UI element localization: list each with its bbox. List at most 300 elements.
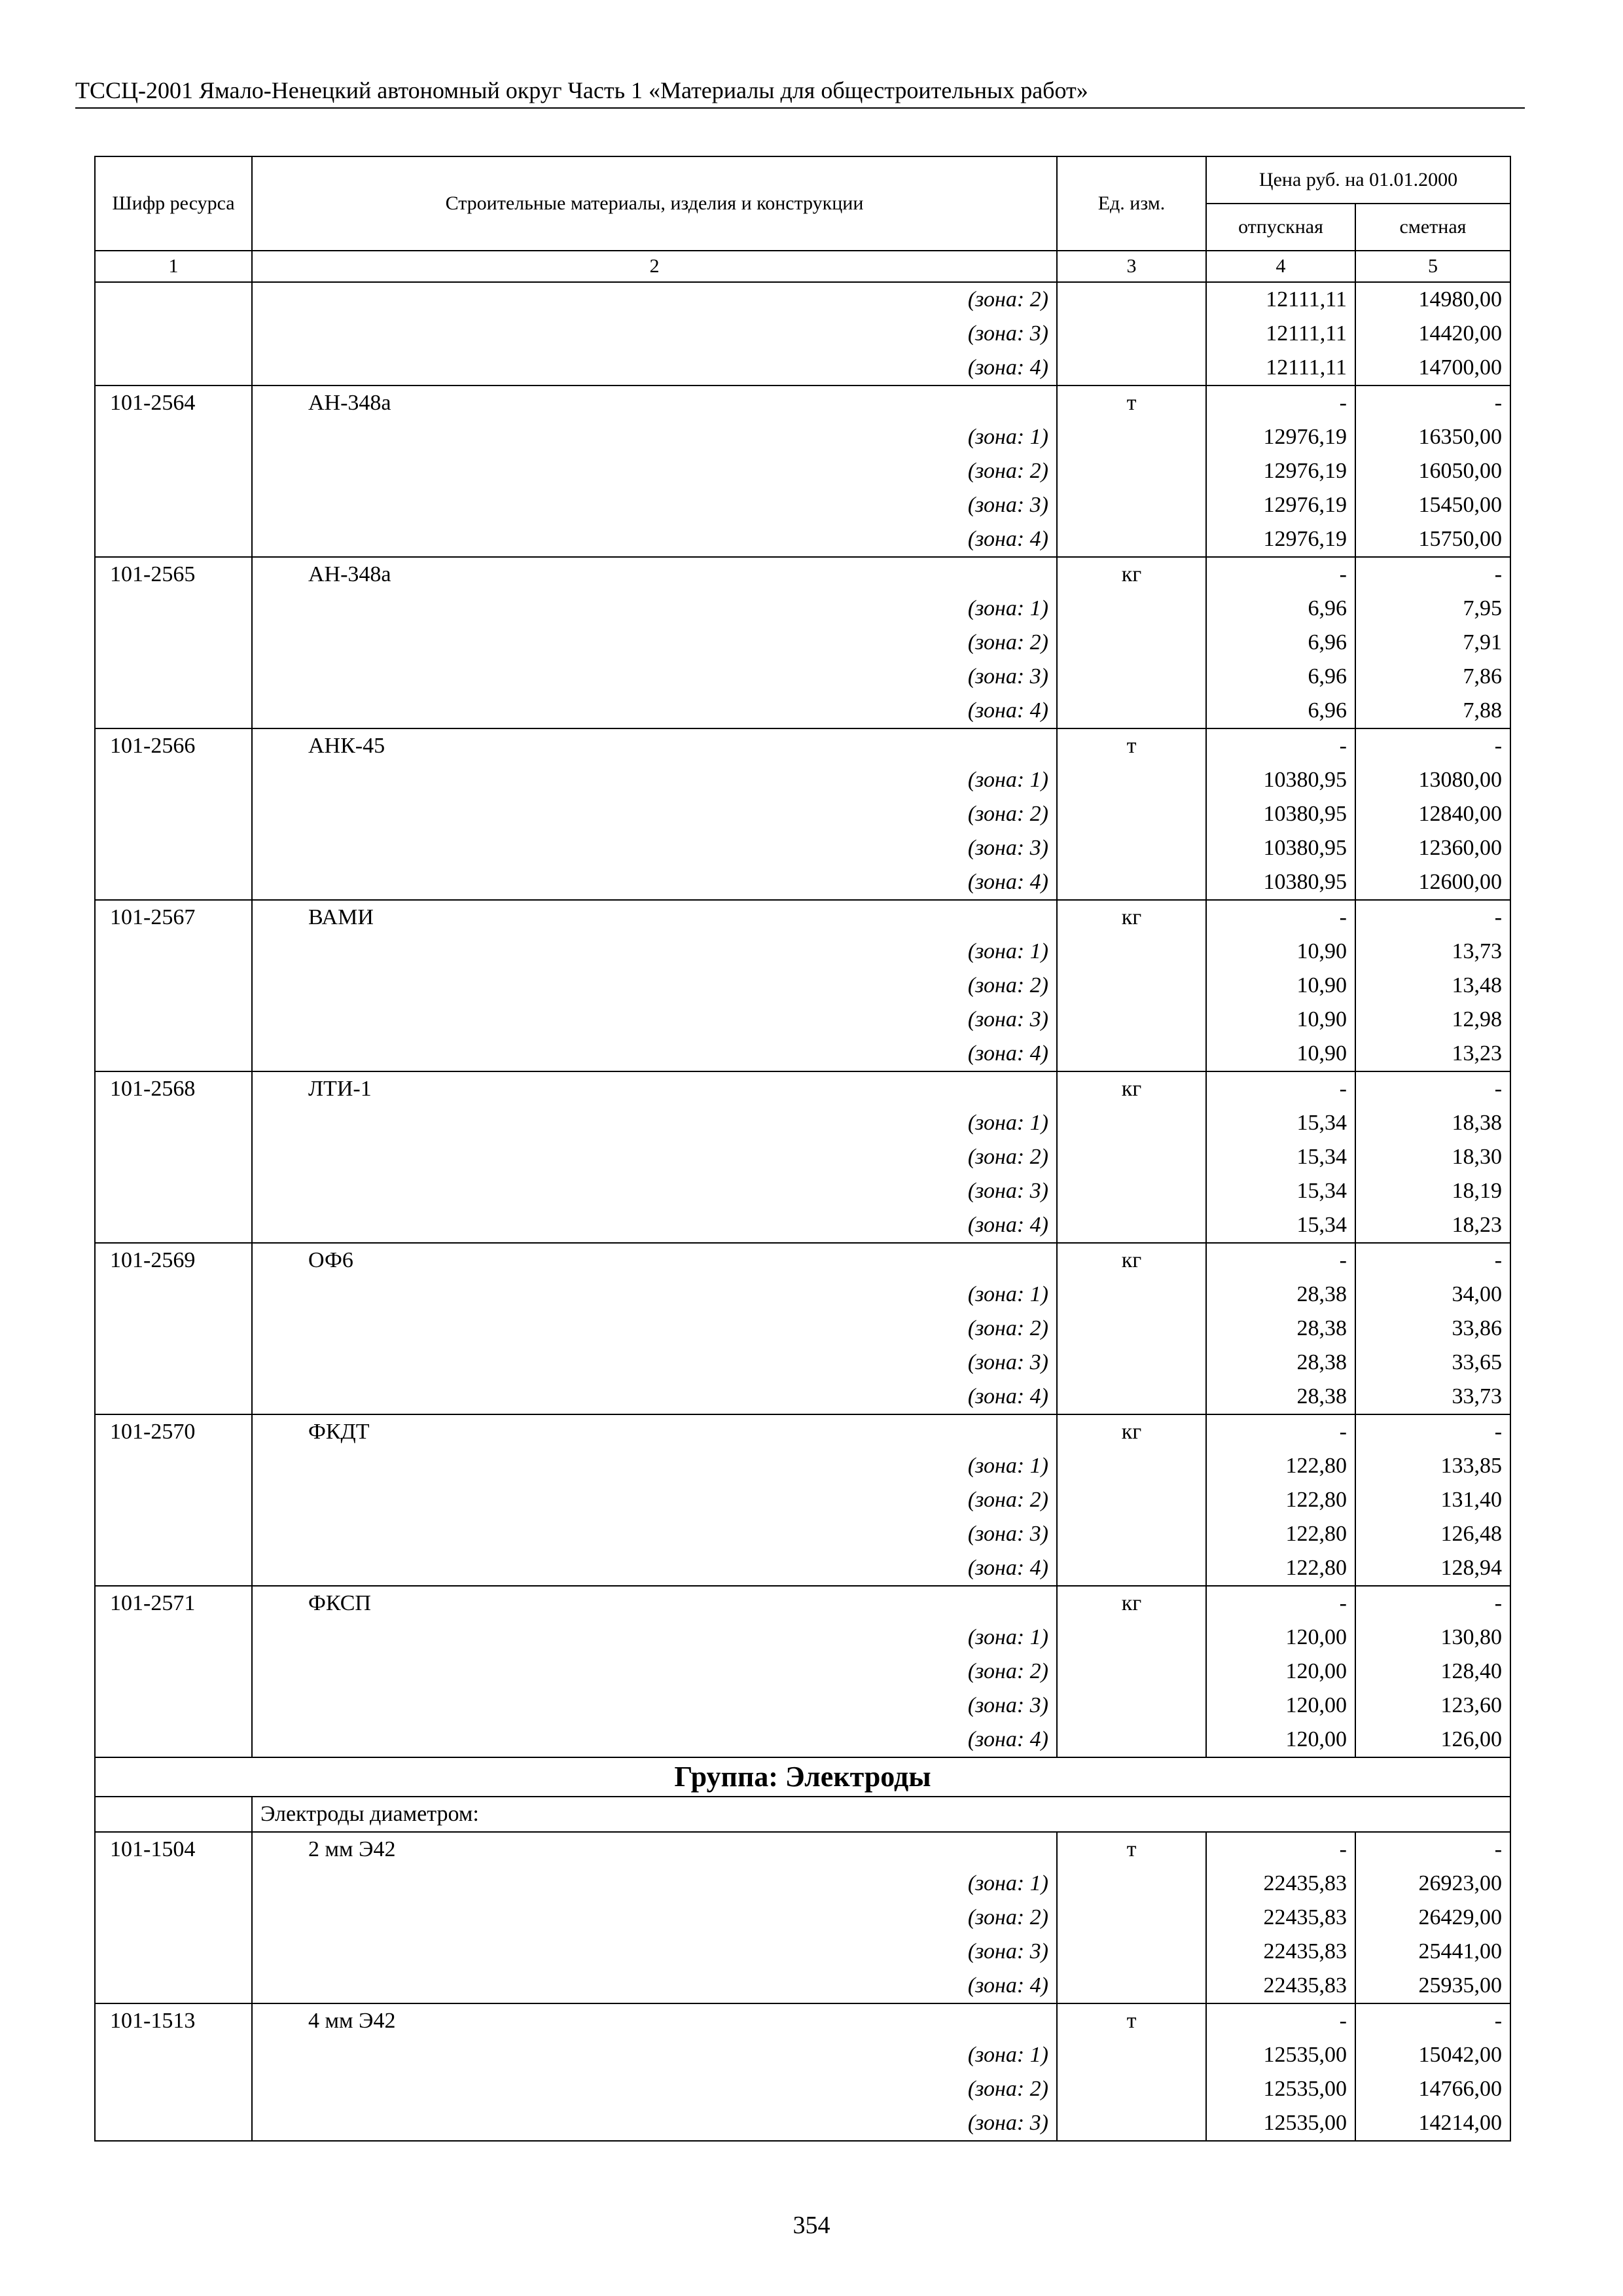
zone-row	[95, 935, 1510, 969]
material-name: ФКСП	[252, 1586, 1057, 1621]
estimate-price: 14980,00	[1355, 282, 1510, 317]
zone-row	[95, 1037, 1510, 1071]
estimate-price: 13,48	[1355, 969, 1510, 1003]
estimate-price: 18,23	[1355, 1208, 1510, 1243]
release-price: -	[1206, 1243, 1355, 1278]
zone-row	[95, 1278, 1510, 1312]
release-price: 6,96	[1206, 694, 1355, 728]
resource-code: 101-2567	[95, 900, 252, 935]
zone-row	[95, 1346, 1510, 1380]
resource-code: 101-2571	[95, 1586, 252, 1621]
zone-label: (зона: 1)	[252, 1449, 1057, 1483]
material-name: ЛТИ-1	[252, 1071, 1057, 1106]
unit-cell	[1057, 2106, 1206, 2141]
estimate-price: 7,91	[1355, 626, 1510, 660]
estimate-price: -	[1355, 386, 1510, 420]
zone-row	[95, 282, 1510, 317]
zone-label: (зона: 1)	[252, 935, 1057, 969]
column-number: 4	[1206, 251, 1355, 282]
header-release: отпускная	[1206, 204, 1355, 251]
zone-label: (зона: 4)	[252, 1723, 1057, 1757]
release-price: -	[1206, 386, 1355, 420]
zone-row	[95, 1449, 1510, 1483]
unit-cell	[1057, 1655, 1206, 1689]
zone-row	[95, 1901, 1510, 1935]
zone-row	[95, 454, 1510, 488]
unit-cell	[1057, 2038, 1206, 2072]
estimate-price: 7,86	[1355, 660, 1510, 694]
resource-code: 101-2564	[95, 386, 252, 420]
unit-cell	[1057, 1208, 1206, 1243]
estimate-price: -	[1355, 1071, 1510, 1106]
unit-cell	[1057, 351, 1206, 386]
zone-row	[95, 1655, 1510, 1689]
zone-label: (зона: 3)	[252, 1935, 1057, 1969]
estimate-price: 25935,00	[1355, 1969, 1510, 2003]
column-number: 1	[95, 251, 252, 282]
estimate-price: 7,88	[1355, 694, 1510, 728]
unit-cell	[1057, 935, 1206, 969]
unit-cell	[1057, 1621, 1206, 1655]
release-price: 15,34	[1206, 1174, 1355, 1208]
unit-cell	[1057, 454, 1206, 488]
release-price: 10,90	[1206, 1037, 1355, 1071]
header-price-group: Цена руб. на 01.01.2000	[1206, 156, 1510, 204]
unit-cell	[1057, 1449, 1206, 1483]
unit-cell: кг	[1057, 1586, 1206, 1621]
unit-cell: кг	[1057, 1243, 1206, 1278]
code-cell	[95, 1312, 252, 1346]
code-cell	[95, 626, 252, 660]
zone-label: (зона: 2)	[252, 1312, 1057, 1346]
table-row	[95, 1586, 1510, 1621]
estimate-price: 16350,00	[1355, 420, 1510, 454]
estimate-price: 25441,00	[1355, 1935, 1510, 1969]
unit-cell: т	[1057, 2003, 1206, 2038]
zone-label: (зона: 4)	[252, 522, 1057, 557]
estimate-price: 33,65	[1355, 1346, 1510, 1380]
code-cell	[95, 1797, 252, 1832]
zone-row	[95, 488, 1510, 522]
zone-row	[95, 1003, 1510, 1037]
code-cell	[95, 592, 252, 626]
release-price: -	[1206, 1832, 1355, 1867]
zone-row	[95, 351, 1510, 386]
unit-cell: кг	[1057, 557, 1206, 592]
material-name: АН-348а	[252, 557, 1057, 592]
zone-label: (зона: 4)	[252, 1037, 1057, 1071]
unit-cell	[1057, 317, 1206, 351]
code-cell	[95, 522, 252, 557]
release-price: -	[1206, 1071, 1355, 1106]
unit-cell	[1057, 626, 1206, 660]
code-cell	[95, 660, 252, 694]
table-row	[95, 1071, 1510, 1106]
release-price: 10380,95	[1206, 797, 1355, 831]
zone-row	[95, 831, 1510, 865]
release-price: 120,00	[1206, 1689, 1355, 1723]
table-body	[95, 282, 1510, 2141]
unit-cell	[1057, 660, 1206, 694]
estimate-price: 12600,00	[1355, 865, 1510, 900]
material-name: ОФ6	[252, 1243, 1057, 1278]
code-cell	[95, 763, 252, 797]
unit-cell	[1057, 1140, 1206, 1174]
material-name: ВАМИ	[252, 900, 1057, 935]
estimate-price: 18,19	[1355, 1174, 1510, 1208]
zone-row	[95, 1517, 1510, 1551]
unit-cell: кг	[1057, 1414, 1206, 1449]
code-cell	[95, 694, 252, 728]
subheading-label: Электроды диаметром:	[252, 1797, 1510, 1832]
code-cell	[95, 488, 252, 522]
zone-row	[95, 317, 1510, 351]
code-cell	[95, 1655, 252, 1689]
material-name: АНК-45	[252, 728, 1057, 763]
estimate-price: -	[1355, 1586, 1510, 1621]
zone-row	[95, 660, 1510, 694]
estimate-price: 14766,00	[1355, 2072, 1510, 2106]
code-cell	[95, 420, 252, 454]
zone-label: (зона: 2)	[252, 1901, 1057, 1935]
zone-row	[95, 1312, 1510, 1346]
release-price: 15,34	[1206, 1106, 1355, 1140]
zone-label: (зона: 1)	[252, 1106, 1057, 1140]
zone-label: (зона: 2)	[252, 1140, 1057, 1174]
code-cell	[95, 797, 252, 831]
unit-cell	[1057, 420, 1206, 454]
estimate-price: 126,48	[1355, 1517, 1510, 1551]
unit-cell	[1057, 1969, 1206, 2003]
release-price: 22435,83	[1206, 1901, 1355, 1935]
zone-row	[95, 1551, 1510, 1586]
unit-cell	[1057, 1723, 1206, 1757]
estimate-price: 16050,00	[1355, 454, 1510, 488]
unit-cell	[1057, 969, 1206, 1003]
release-price: -	[1206, 557, 1355, 592]
zone-label: (зона: 3)	[252, 1689, 1057, 1723]
material-name: АН-348а	[252, 386, 1057, 420]
release-price: 122,80	[1206, 1517, 1355, 1551]
zone-row	[95, 1969, 1510, 2003]
zone-label: (зона: 4)	[252, 1551, 1057, 1586]
estimate-price: -	[1355, 900, 1510, 935]
code-cell	[95, 454, 252, 488]
code-cell	[95, 1689, 252, 1723]
estimate-price: -	[1355, 1832, 1510, 1867]
zone-label: (зона: 4)	[252, 865, 1057, 900]
zone-row	[95, 1867, 1510, 1901]
zone-label: (зона: 4)	[252, 1208, 1057, 1243]
unit-cell	[1057, 1380, 1206, 1414]
estimate-price: 15450,00	[1355, 488, 1510, 522]
release-price: 122,80	[1206, 1449, 1355, 1483]
code-cell	[95, 865, 252, 900]
estimate-price: 128,40	[1355, 1655, 1510, 1689]
estimate-price: 13,73	[1355, 935, 1510, 969]
unit-cell	[1057, 1551, 1206, 1586]
unit-cell	[1057, 1517, 1206, 1551]
zone-label: (зона: 1)	[252, 2038, 1057, 2072]
unit-cell: т	[1057, 728, 1206, 763]
unit-cell	[1057, 1106, 1206, 1140]
table-row	[95, 2003, 1510, 2038]
code-cell	[95, 1449, 252, 1483]
code-cell	[95, 1935, 252, 1969]
zone-label: (зона: 3)	[252, 1003, 1057, 1037]
header-code: Шифр ресурса	[95, 156, 252, 251]
code-cell	[95, 1106, 252, 1140]
estimate-price: 18,30	[1355, 1140, 1510, 1174]
release-price: 22435,83	[1206, 1935, 1355, 1969]
zone-label: (зона: 1)	[252, 1867, 1057, 1901]
estimate-price: 123,60	[1355, 1689, 1510, 1723]
code-cell	[95, 1551, 252, 1586]
code-cell	[95, 351, 252, 386]
table-row	[95, 1414, 1510, 1449]
zone-row	[95, 1483, 1510, 1517]
zone-row	[95, 2038, 1510, 2072]
zone-row	[95, 1621, 1510, 1655]
estimate-price: -	[1355, 1414, 1510, 1449]
release-price: 10380,95	[1206, 865, 1355, 900]
estimate-price: 33,73	[1355, 1380, 1510, 1414]
code-cell	[95, 1003, 252, 1037]
code-cell	[95, 969, 252, 1003]
estimate-price: 13,23	[1355, 1037, 1510, 1071]
zone-label: (зона: 3)	[252, 1174, 1057, 1208]
zone-label: (зона: 3)	[252, 488, 1057, 522]
zone-row	[95, 420, 1510, 454]
zone-label: (зона: 3)	[252, 2106, 1057, 2141]
release-price: -	[1206, 900, 1355, 935]
release-price: 12535,00	[1206, 2038, 1355, 2072]
estimate-price: 26923,00	[1355, 1867, 1510, 1901]
release-price: 10380,95	[1206, 831, 1355, 865]
zone-label: (зона: 2)	[252, 454, 1057, 488]
zone-label: (зона: 1)	[252, 763, 1057, 797]
zone-label: (зона: 2)	[252, 2072, 1057, 2106]
estimate-price: 14214,00	[1355, 2106, 1510, 2141]
resource-code: 101-2569	[95, 1243, 252, 1278]
release-price: 12976,19	[1206, 420, 1355, 454]
code-cell	[95, 1969, 252, 2003]
zone-row	[95, 969, 1510, 1003]
zone-row	[95, 1174, 1510, 1208]
zone-row	[95, 522, 1510, 557]
unit-cell	[1057, 1346, 1206, 1380]
estimate-price: 126,00	[1355, 1723, 1510, 1757]
unit-cell	[1057, 694, 1206, 728]
release-price: 12976,19	[1206, 454, 1355, 488]
release-price: -	[1206, 1586, 1355, 1621]
zone-row	[95, 1935, 1510, 1969]
price-table	[94, 156, 1511, 2142]
code-cell	[95, 1174, 252, 1208]
zone-row	[95, 1140, 1510, 1174]
release-price: 28,38	[1206, 1312, 1355, 1346]
zone-label: (зона: 3)	[252, 831, 1057, 865]
release-price: 12111,11	[1206, 317, 1355, 351]
release-price: 122,80	[1206, 1483, 1355, 1517]
table-row	[95, 1243, 1510, 1278]
estimate-price: 26429,00	[1355, 1901, 1510, 1935]
zone-row	[95, 1689, 1510, 1723]
code-cell	[95, 2038, 252, 2072]
zone-label: (зона: 1)	[252, 420, 1057, 454]
release-price: 120,00	[1206, 1655, 1355, 1689]
zone-label: (зона: 4)	[252, 1969, 1057, 2003]
release-price: -	[1206, 1414, 1355, 1449]
code-cell	[95, 1346, 252, 1380]
estimate-price: 14700,00	[1355, 351, 1510, 386]
unit-cell	[1057, 1037, 1206, 1071]
zone-row	[95, 626, 1510, 660]
estimate-price: 7,95	[1355, 592, 1510, 626]
unit-cell: т	[1057, 1832, 1206, 1867]
unit-cell: кг	[1057, 1071, 1206, 1106]
release-price: 10,90	[1206, 969, 1355, 1003]
zone-label: (зона: 1)	[252, 1621, 1057, 1655]
release-price: 120,00	[1206, 1621, 1355, 1655]
code-cell	[95, 1140, 252, 1174]
release-price: 12111,11	[1206, 351, 1355, 386]
resource-code: 101-2570	[95, 1414, 252, 1449]
table-row	[95, 728, 1510, 763]
unit-cell	[1057, 763, 1206, 797]
code-cell	[95, 1278, 252, 1312]
estimate-price: 130,80	[1355, 1621, 1510, 1655]
release-price: 28,38	[1206, 1278, 1355, 1312]
estimate-price: 34,00	[1355, 1278, 1510, 1312]
zone-label: (зона: 1)	[252, 1278, 1057, 1312]
release-price: 12976,19	[1206, 488, 1355, 522]
release-price: 12535,00	[1206, 2072, 1355, 2106]
table-row	[95, 1832, 1510, 1867]
column-number: 2	[252, 251, 1057, 282]
material-name: 4 мм Э42	[252, 2003, 1057, 2038]
zone-row	[95, 797, 1510, 831]
release-price: 6,96	[1206, 660, 1355, 694]
code-cell	[95, 831, 252, 865]
zone-label: (зона: 2)	[252, 1655, 1057, 1689]
zone-row	[95, 1723, 1510, 1757]
subheading-row	[95, 1797, 1510, 1832]
unit-cell	[1057, 522, 1206, 557]
release-price: 22435,83	[1206, 1969, 1355, 2003]
zone-row	[95, 2106, 1510, 2141]
unit-cell	[1057, 1483, 1206, 1517]
zone-row	[95, 865, 1510, 900]
release-price: 15,34	[1206, 1208, 1355, 1243]
estimate-price: 15750,00	[1355, 522, 1510, 557]
unit-cell	[1057, 1312, 1206, 1346]
code-cell	[95, 1208, 252, 1243]
unit-cell	[1057, 1174, 1206, 1208]
release-price: 15,34	[1206, 1140, 1355, 1174]
release-price: -	[1206, 2003, 1355, 2038]
resource-code: 101-2566	[95, 728, 252, 763]
zone-label: (зона: 4)	[252, 694, 1057, 728]
material-name: 2 мм Э42	[252, 1832, 1057, 1867]
unit-cell	[1057, 1278, 1206, 1312]
zone-row	[95, 592, 1510, 626]
unit-cell	[1057, 1689, 1206, 1723]
header-name: Строительные материалы, изделия и конструкции	[252, 156, 1057, 251]
unit-cell	[1057, 1935, 1206, 1969]
unit-cell	[1057, 488, 1206, 522]
code-cell	[95, 1037, 252, 1071]
header-estimate: сметная	[1355, 204, 1510, 251]
zone-label: (зона: 2)	[252, 969, 1057, 1003]
code-cell	[95, 1901, 252, 1935]
zone-label: (зона: 3)	[252, 1517, 1057, 1551]
table-row	[95, 557, 1510, 592]
estimate-price: 12840,00	[1355, 797, 1510, 831]
release-price: 120,00	[1206, 1723, 1355, 1757]
release-price: 10,90	[1206, 935, 1355, 969]
resource-code: 101-2568	[95, 1071, 252, 1106]
unit-cell	[1057, 831, 1206, 865]
zone-row	[95, 763, 1510, 797]
zone-label: (зона: 3)	[252, 317, 1057, 351]
estimate-price: 15042,00	[1355, 2038, 1510, 2072]
estimate-price: 133,85	[1355, 1449, 1510, 1483]
zone-row	[95, 1380, 1510, 1414]
code-cell	[95, 317, 252, 351]
unit-cell	[1057, 797, 1206, 831]
release-price: 10,90	[1206, 1003, 1355, 1037]
release-price: 28,38	[1206, 1380, 1355, 1414]
table-row	[95, 900, 1510, 935]
code-cell	[95, 1723, 252, 1757]
release-price: 28,38	[1206, 1346, 1355, 1380]
unit-cell	[1057, 2072, 1206, 2106]
column-number: 3	[1057, 251, 1206, 282]
group-header	[95, 1757, 1510, 1797]
zone-label: (зона: 2)	[252, 797, 1057, 831]
estimate-price: 12,98	[1355, 1003, 1510, 1037]
estimate-price: 128,94	[1355, 1551, 1510, 1586]
release-price: 6,96	[1206, 626, 1355, 660]
release-price: 6,96	[1206, 592, 1355, 626]
estimate-price: -	[1355, 728, 1510, 763]
material-name: ФКДТ	[252, 1414, 1057, 1449]
zone-label: (зона: 2)	[252, 1483, 1057, 1517]
release-price: 12976,19	[1206, 522, 1355, 557]
estimate-price: 13080,00	[1355, 763, 1510, 797]
zone-label: (зона: 4)	[252, 351, 1057, 386]
code-cell	[95, 1483, 252, 1517]
code-cell	[95, 2072, 252, 2106]
resource-code: 101-1513	[95, 2003, 252, 2038]
unit-cell: кг	[1057, 900, 1206, 935]
code-cell	[95, 1517, 252, 1551]
estimate-price: 12360,00	[1355, 831, 1510, 865]
release-price: 22435,83	[1206, 1867, 1355, 1901]
page-header: ТССЦ-2001 Ямало-Ненецкий автономный округ Часть 1 «Материалы для общестроительных работ»	[75, 73, 1525, 109]
header-unit: Ед. изм.	[1057, 156, 1206, 251]
unit-cell: т	[1057, 386, 1206, 420]
zone-row	[95, 2072, 1510, 2106]
unit-cell	[1057, 1003, 1206, 1037]
zone-row	[95, 1106, 1510, 1140]
estimate-price: -	[1355, 1243, 1510, 1278]
release-price: 10380,95	[1206, 763, 1355, 797]
code-cell	[95, 935, 252, 969]
zone-row	[95, 694, 1510, 728]
unit-cell	[1057, 282, 1206, 317]
